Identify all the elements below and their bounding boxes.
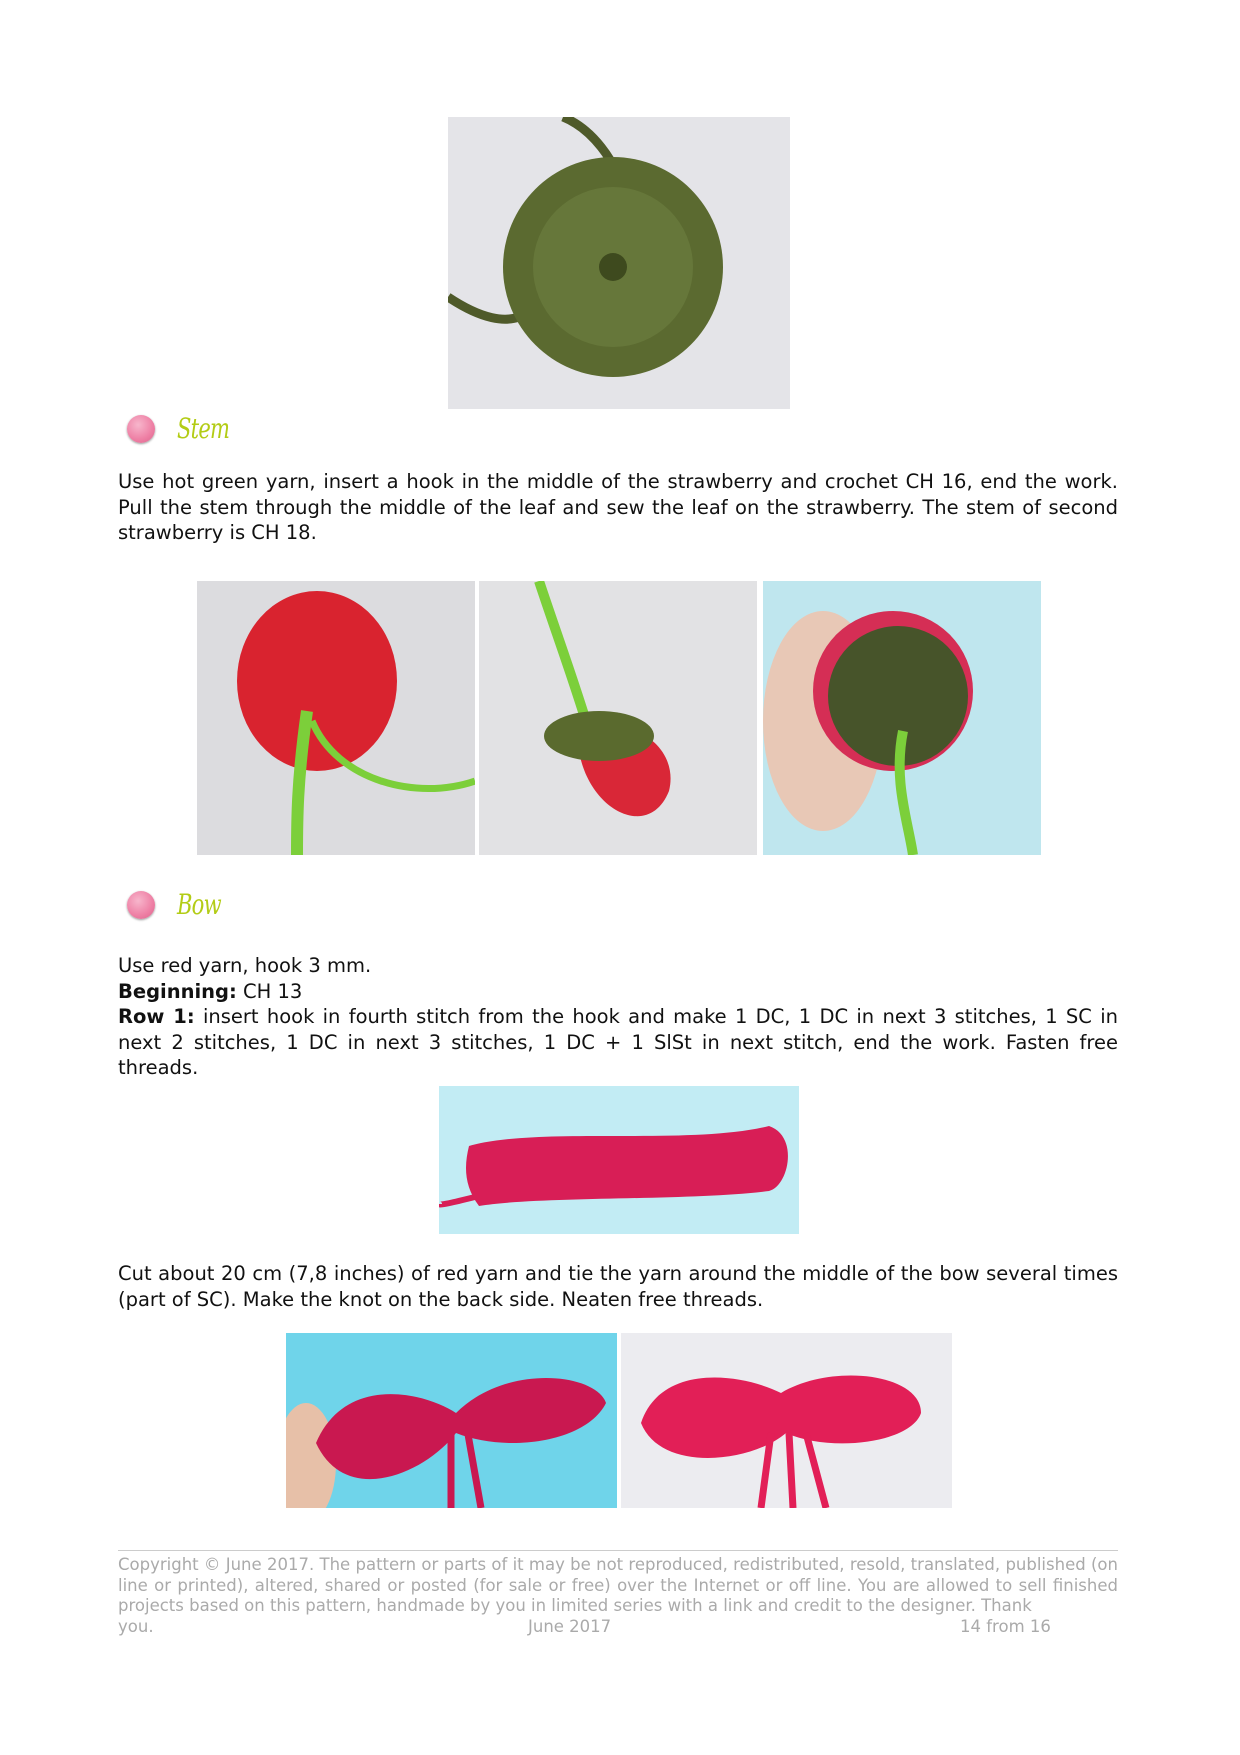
footer-last-line [118,1617,1118,1638]
copyright-last-word: you. [118,1616,154,1636]
bow-title: Bow [177,888,221,921]
photo-strawberry-stem-1 [197,581,475,855]
pink-bullet-icon [127,415,155,443]
copyright-text: Copyright © June 2017. The pattern or parts of it may be not reproduced, redistributed, resold, translated, published (on line or printed), altered, shared or posted (for sale or free) over the Internet or off line. You are allowed to sell finished projects based on this pattern, handmade by you in limited series with a link and credit to the designer. Thank [118,1555,1118,1615]
bow-heading [127,888,235,921]
beginning-text: CH 13 [236,979,303,1003]
tie-text: Cut about 20 cm (7,8 inches) of red yarn and tie the yarn around the middle of the bow several times (part of SC). Make the knot on the back side. Neaten free threads. [118,1262,1118,1311]
footer [118,1550,1118,1637]
leaf-illustration [448,117,790,409]
page-number: 14 from 16 [960,1616,1051,1636]
photo-bow-tied-1 [286,1333,617,1508]
footer-date: June 2017 [528,1616,612,1636]
row1-line [118,1004,1118,1081]
photo-bow-tied-2 [621,1333,952,1508]
row1-text: insert hook in fourth stitch from the hook and make 1 DC, 1 DC in next 3 stitches, 1 SC in next 2 stitches, 1 DC in next 3 stitches, 1 DC + 1 SlSt in next stitch, end the work. Fasten free threads. [118,1005,1118,1079]
stem-text: Use hot green yarn, insert a hook in the middle of the strawberry and crochet CH 16, end the work. Pull the stem through the middle of the leaf and sew the leaf on the strawberry. The stem of second strawberry is CH 18. [118,470,1118,544]
photo-strawberry-stem-3 [763,581,1041,855]
beginning-line [118,979,1118,1005]
bow-intro: Use red yarn, hook 3 mm. [118,954,372,977]
photo-strawberry-stem-2 [479,581,757,855]
bow-instructions [118,953,1118,1081]
stem-title: Stem [177,412,230,445]
photo-leaf [448,117,790,409]
pink-bullet-icon [127,891,155,919]
row1-label: Row 1: [118,1005,195,1028]
beginning-label: Beginning: [118,979,237,1003]
photo-bow-strip [439,1086,799,1234]
stem-heading [127,412,247,445]
